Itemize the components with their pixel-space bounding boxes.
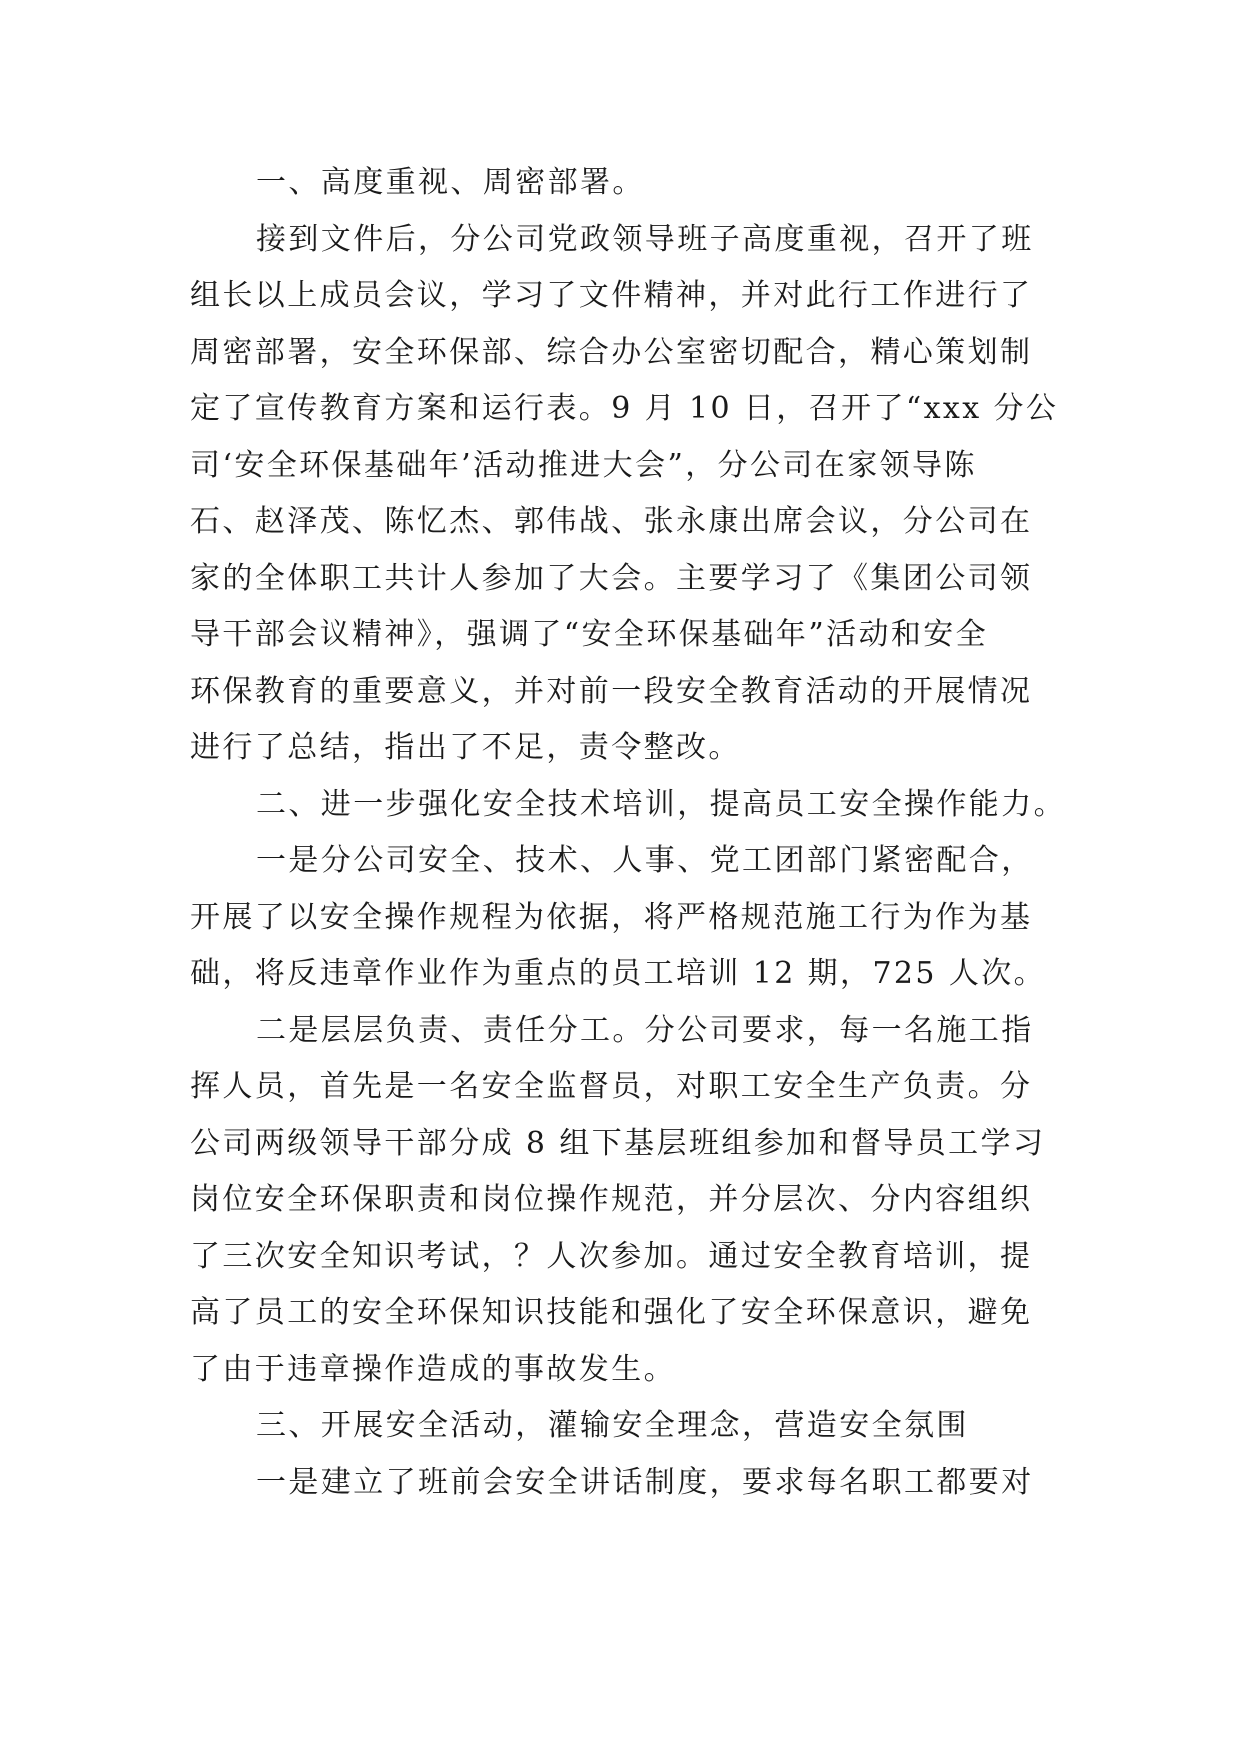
paragraph-line: 司‘安全环保基础年’活动推进大会”，分公司在家领导陈 [190,447,977,483]
paragraph-line: 周密部署，安全环保部、综合办公室密切配合，精心策划制 [190,334,1033,370]
paragraph-line: 导干部会议精神》，强调了“安全环保基础年”活动和安全 [190,617,989,652]
paragraph-line: 石、赵泽茂、陈忆杰、郭伟战、张永康出席会议，分公司在 [190,504,1033,539]
section-heading-3: 三、开展安全活动，灌输安全理念，营造安全氛围 [256,1408,969,1443]
paragraph-line: 础，将反违章作业作为重点的员工培训 12 期，725 人次。 [190,956,1047,991]
paragraph-line: 环保教育的重要意义，并对前一段安全教育活动的开展情况 [190,673,1033,709]
paragraph-line: 家的全体职工共计人参加了大会。主要学习了《集团公司领 [190,560,1033,596]
paragraph-line: 了由于违章操作造成的事故发生。 [190,1351,676,1387]
paragraph-line: 组长以上成员会议，学习了文件精神，并对此行工作进行了 [190,278,1033,313]
paragraph-line: 定了宣传教育方案和运行表。9 月 10 日，召开了“xxx 分公 [190,391,1059,426]
section-heading-2: 二、进一步强化安全技术培训，提高员工安全操作能力。 [256,786,1066,822]
paragraph-line: 一是分公司安全、技术、人事、党工团部门紧密配合， [256,843,1034,878]
paragraph-line: 挥人员，首先是一名安全监督员，对职工安全生产负责。分 [190,1069,1033,1104]
paragraph-line: 开展了以安全操作规程为依据，将严格规范施工行为作为基 [190,899,1033,935]
paragraph-line: 岗位安全环保职责和岗位操作规范，并分层次、分内容组织 [190,1182,1033,1217]
paragraph-line: 二是层层负责、责任分工。分公司要求，每一名施工指 [256,1012,1034,1048]
paragraph-line: 接到文件后，分公司党政领导班子高度重视，召开了班 [256,221,1034,257]
document-body [190,155,1066,1511]
paragraph-line: 进行了总结，指出了不足，责令整改。 [190,730,741,765]
paragraph-line: 了三次安全知识考试，？人次参加。通过安全教育培训，提 [190,1238,1033,1274]
section-heading-1: 一、高度重视、周密部署。 [256,165,645,200]
paragraph-line: 一是建立了班前会安全讲话制度，要求每名职工都要对 [256,1464,1034,1500]
paragraph-line: 公司两级领导干部分成 8 组下基层班组参加和督导员工学习 [190,1125,1046,1161]
paragraph-line: 高了员工的安全环保知识技能和强化了安全环保意识，避免 [190,1295,1033,1330]
